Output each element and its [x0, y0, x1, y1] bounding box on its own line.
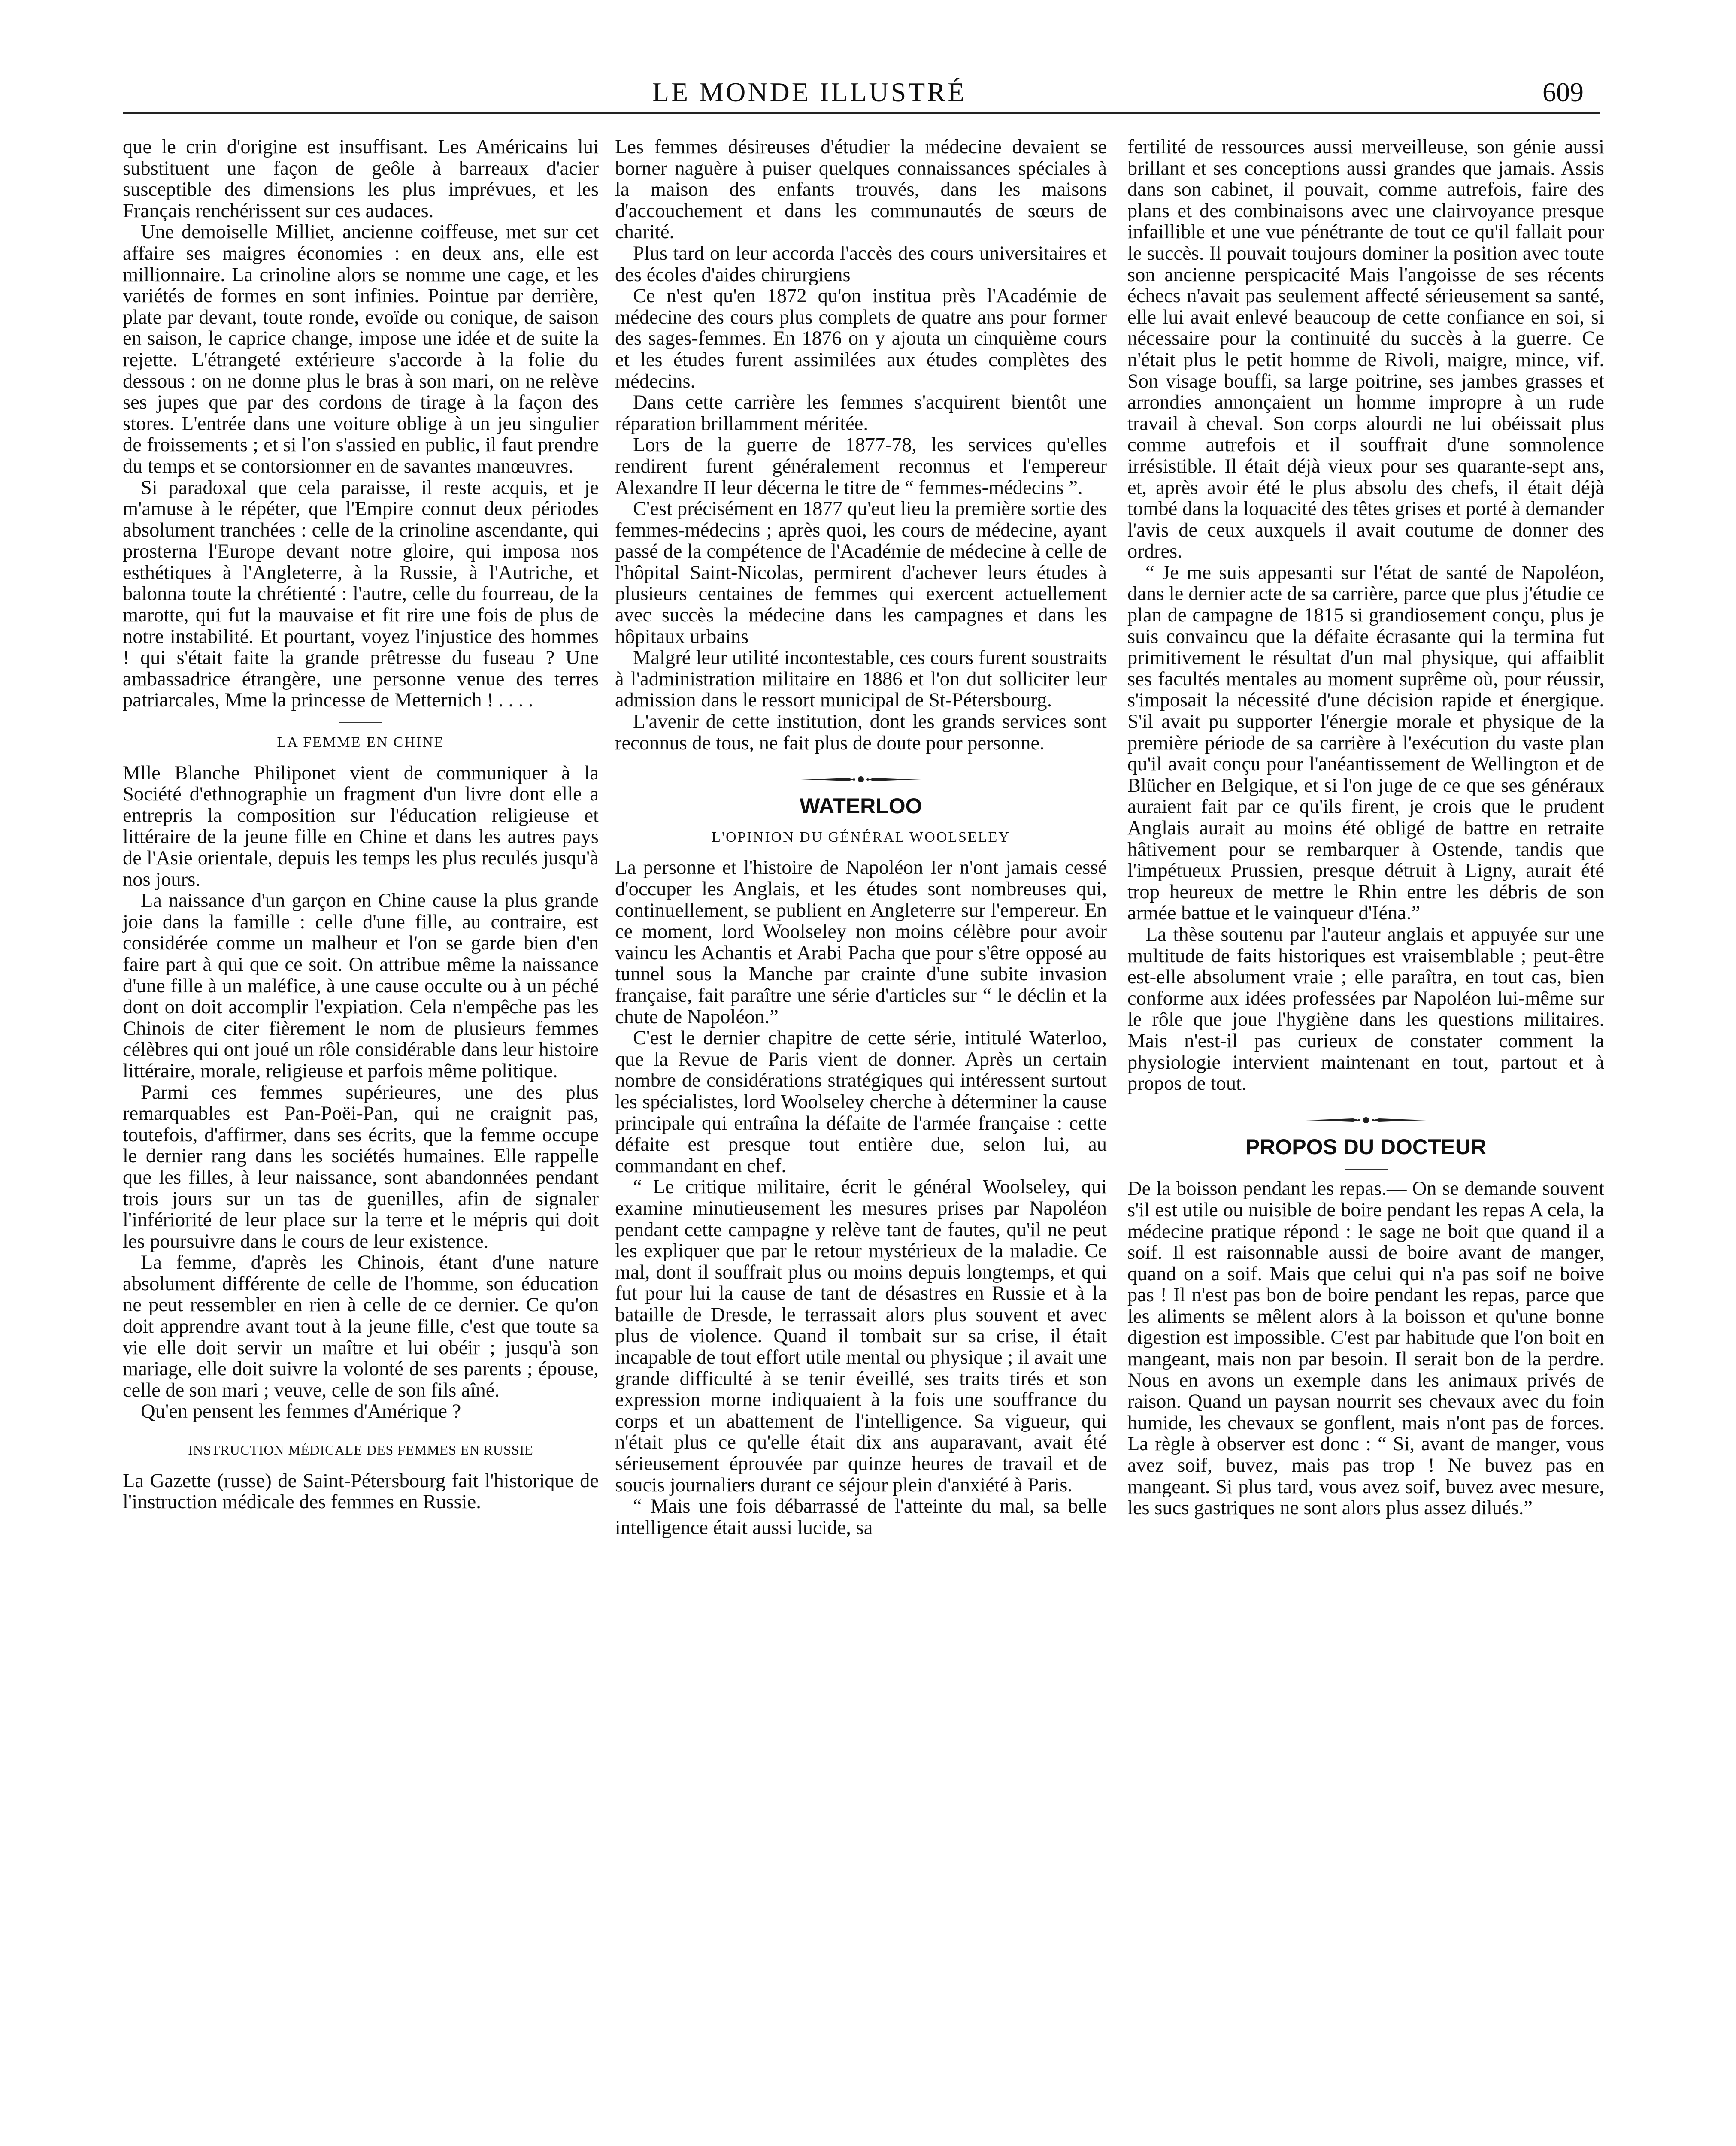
section-title-waterloo: WATERLOO: [800, 794, 922, 818]
column-2: [615, 136, 1107, 1538]
paragraph: C'est le dernier chapitre de cette série, intitulé Waterloo, que la Revue de Paris vient de donner. Après un certain nombre de considérations stratégiques qui intéressent surtout les spécialistes, lord Woolseley cherche à déterminer la cause principale qui entraîna la défaite de l'armée française : cette défaite est presque tout entière due, selon lui, au commandant en chef.: [615, 1027, 1107, 1177]
paragraph: L'avenir de cette institution, dont les grands services sont reconnus de tous, ne fait plus de doute pour personne.: [615, 711, 1107, 754]
section-title-propos-du-docteur: PROPOS DU DOCTEUR: [1245, 1134, 1487, 1159]
paragraph: La Gazette (russe) de Saint-Pétersbourg fait l'historique de l'instruction médicale des femmes en Russie.: [123, 1470, 599, 1513]
separator-rule: [1345, 1169, 1388, 1170]
article-heading: LA FEMME EN CHINE: [277, 734, 445, 751]
paragraph: La femme, d'après les Chinois, étant d'une nature absolument différente de celle de l'homme, son éducation ne peut ressembler en rien à celle de ce dernier. Ce qu'on doit apprendre avant tout à la jeune fille, c'est que toute sa vie elle doit servir un maître et lui obéir ; jusqu'à son mariage, elle doit suivre la volonté de ses parents ; épouse, celle de son mari ; veuve, celle de son fils aîné.: [123, 1252, 599, 1401]
page-number: 609: [1542, 77, 1584, 107]
ornament-divider: [1306, 1114, 1426, 1126]
paragraph: Parmi ces femmes supérieures, une des plus remarquables est Pan-Poëi-Pan, qui ne craignit pas, toutefois, d'affirmer, dans ses écrits, que la femme occupe le dernier rang dans les sociétés humaines. Elle rappelle que les filles, à leur naissance, sont abandonnées pendant trois jours sur un tas de guenilles, afin de signaler l'infériorité de leur place sur la terre et le mépris qui doit les poursuivre dans le cours de leur existence.: [123, 1081, 599, 1252]
article-subheading: L'OPINION DU GÉNÉRAL WOOLSELEY: [712, 829, 1010, 845]
paragraph: “ Mais une fois débarrassé de l'atteinte du mal, sa belle intelligence était aussi lucide, sa: [615, 1495, 1107, 1539]
paragraph: La personne et l'histoire de Napoléon Ier n'ont jamais cessé d'occuper les Anglais, et les études sont nombreuses qui, continuellement, se publient en Angleterre sur l'empereur. En ce moment, lord Woolseley non moins célèbre pour avoir vaincu les Achantis et Arabi Pacha que pour s'être opposé au tunnel sous la Manche par crainte d'une subite invasion française, fait paraître une série d'articles sur “ le déclin et la chute de Napoléon.”: [615, 857, 1107, 1028]
paragraph: La naissance d'un garçon en Chine cause la plus grande joie dans la famille : celle d'une fille, au contraire, est considérée comme un malheur et l'on se garde bien d'en faire part à qui que ce soit. On attribue même la naissance d'une fille à un maléfice, à une cause occulte ou à un péché dont on doit accomplir l'expiation. Cela n'empêche pas les Chinois de citer fièrement le nom de plusieurs femmes célèbres qui ont joué un rôle considérable dans leur histoire littéraire, morale, religieuse et parfois même politique.: [123, 890, 599, 1082]
paragraph: fertilité de ressources aussi merveilleuse, son génie aussi brillant et ses conceptions aussi grandes que jamais. Assis dans son cabinet, il pouvait, comme autrefois, faire des plans et des combinaisons avec une clairvoyance presque infaillible et une vue pénétrante de tout ce qu'il fallait pour le succès. Il pouvait toujours dominer la position avec toute son ancienne perspicacité Mais l'angoisse de ses récents échecs n'avait pas seulement affecté sérieusement sa santé, elle lui avait enlevé beaucoup de cette confiance en soi, si nécessaire pour la continuité du succès à la guerre. Ce n'était plus le petit homme de Rivoli, maigre, mince, vif. Son visage bouffi, sa large poitrine, ses jambes grasses et arrondies annonçaient un homme impropre à un rude travail à cheval. Son corps alourdi ne lui obéissait plus comme autrefois et il souffrait d'une somnolence irrésistible. Il était déjà vieux pour ses quarante-sept ans, et, après avoir été le plus absolu des chefs, il était déjà tombé dans la loquacité des têtes grises et porté à demander l'avis de ceux auxquels il avait coutume de donner des ordres.: [1127, 136, 1604, 563]
ornament-divider: [801, 773, 921, 785]
separator-rule: [339, 722, 382, 723]
paragraph: “ Le critique militaire, écrit le général Woolseley, qui examine minutieusement les mesures prises par Napoléon pendant cette campagne y relève tant de fautes, qu'il ne peut les expliquer que par le retour mystérieux de la maladie. Ce mal, dont il souffrait plus ou moins depuis longtemps, et qui fut pour lui la cause de tant de désastres en Russie et à la bataille de Dresde, le terrassait alors plus souvent et avec plus de violence. Quand il tombait sur sa crise, il était incapable de tout effort utile mental ou physique ; il avait une grande difficulté à se tenir éveillé, ses traits tirés et son expression morne indiquaient à la fois une souffrance du corps et un abattement de l'intelligence. Sa vigueur, qui n'était plus ce qu'elle était dix ans auparavant, avait été sérieusement éprouvée par quinze heures de travail et de soucis journaliers durant ce séjour plein d'anxiété à Paris.: [615, 1176, 1107, 1496]
paragraph: que le crin d'origine est insuffisant. Les Américains lui substituent une façon de geôle à barreaux d'acier susceptible des dimensions les plus imprévues, et les Français renchérissent sur ces audaces.: [123, 136, 599, 222]
paragraph: Plus tard on leur accorda l'accès des cours universitaires et des écoles d'aides chirurgiens: [615, 242, 1107, 286]
paragraph: Lors de la guerre de 1877-78, les services qu'elles rendirent furent généralement reconnus et l'empereur Alexandre II leur décerna le titre de “ femmes-médecins ”.: [615, 434, 1107, 499]
paragraph: La thèse soutenu par l'auteur anglais et appuyée sur une multitude de faits historiques est vraisemblable ; peut-être est-elle absolument vraie ; elle paraîtra, en tout cas, bien conforme aux idées professées par Napoléon lui-même sur le rôle que joue l'hygiène dans les questions militaires. Mais n'est-il pas curieux de constater comment la physiologie intervient maintenant en tout, partout et à propos de tout.: [1127, 923, 1604, 1095]
paragraph: Malgré leur utilité incontestable, ces cours furent soustraits à l'administration militaire en 1886 et l'on dut solliciter leur admission dans le ressort municipal de St-Pétersbourg.: [615, 647, 1107, 712]
paragraph: Si paradoxal que cela paraisse, il reste acquis, et je m'amuse à le répéter, que l'Empire connut deux périodes absolument tranchées : celle de la crinoline ascendante, qui prosterna l'Europe devant notre gloire, qui imposa nos esthétiques à l'Angleterre, à la Russie, à l'Autriche, et balonna toute la chrétienté : l'autre, celle du fourreau, de la marotte, qui fut la mauvaise et fit rire une fois de plus de notre instabilité. Et pourtant, voyez l'injustice des hommes ! qui s'était faite la grande prêtresse du fuseau ? Une ambassadrice étrangère, une personne venue des terres patriarcales, Mme la princesse de Metternich ! . . . .: [123, 476, 599, 712]
column-1: [123, 136, 599, 1513]
column-3: [1127, 136, 1604, 1519]
paragraph: Qu'en pensent les femmes d'Amérique ?: [141, 1400, 461, 1423]
journal-title: LE MONDE ILLUSTRÉ: [652, 77, 967, 107]
paragraph: Mlle Blanche Philiponet vient de communiquer à la Société d'ethnographie un fragment d'un livre dont elle a entrepris la composition sur l'éducation religieuse et littéraire de la jeune fille en Chine et dans les autres pays de l'Asie orientale, depuis les temps les plus reculés jusqu'à nos jours.: [123, 762, 599, 891]
paragraph: Dans cette carrière les femmes s'acquirent bientôt une réparation brillamment méritée.: [615, 391, 1107, 435]
paragraph: “ Je me suis appesanti sur l'état de santé de Napoléon, dans le dernier acte de sa carrière, parce que plus j'étudie ce plan de campagne de 1815 si grandiosement conçu, plus je suis convaincu que la défaite écrasante qui la termina fut primitivement le résultat d'un mal physique, qui affaiblit ses facultés mentales au moment suprême où, pour réussir, s'imposait la nécessité d'une décision rapide et énergique. S'il avait pu supporter l'énergie morale et physique de la première période de sa carrière à l'exécution du vaste plan qu'il avait conçu pour l'anéantissement de Wellington et de Blücher en Belgique, et si l'on juge de ce que ses généraux auraient fait par ce qu'ils firent, je crois que le prudent Anglais aurait au moins été obligé de battre en retraite hâtivement pour se rembarquer à Ostende, tandis que l'impétueux Prussien, presque détruit à Ligny, aurait été trop heureux de mettre le Rhin entre les débris de son armée battue et le vainqueur d'Iéna.”: [1127, 561, 1604, 924]
paragraph: Les femmes désireuses d'étudier la médecine devaient se borner naguère à puiser quelques connaissances spéciales à la maison des enfants trouvés, dans les maisons d'accouchement et dans les communautés de sœurs de charité.: [615, 136, 1107, 243]
paragraph: Une demoiselle Milliet, ancienne coiffeuse, met sur cet affaire ses maigres économies : en deux ans, elle est millionnaire. La crinoline alors se nomme une cage, et les variétés de formes en sont infinies. Pointue par derrière, plate par devant, toute ronde, evoïde ou conique, de saison en saison, le caprice change, impose une idée et de suite la rejette. L'étrangeté extérieure s'accorde à la folie du dessous : on ne donne plus le bras à son mari, on ne relève ses jupes que par des cordons de tirage à la façon des stores. L'entrée dans une voiture oblige à un jeu singulier de froissements ; et si l'on s'assied en public, il faut prendre du temps et se contorsionner en de savantes manœuvres.: [123, 221, 599, 477]
paragraph: C'est précisément en 1877 qu'eut lieu la première sortie des femmes-médecins ; après quoi, les cours de médecine, ayant passé de la compétence de l'Académie de médecine à celle de l'hôpital Saint-Nicolas, permirent d'achever leurs études à plusieurs centaines de femmes qui exercent actuellement avec succès la médecine dans les campagnes et dans les hôpitaux urbains: [615, 498, 1107, 648]
article-heading: INSTRUCTION MÉDICALE DES FEMMES EN RUSSIE: [188, 1442, 533, 1458]
header-rule: [123, 112, 1600, 114]
paragraph: Ce n'est qu'en 1872 qu'on institua près l'Académie de médecine des cours plus complets de quatre ans pour former des sages-femmes. En 1876 on y ajouta un cinquième cours et les études furent assimilées aux études complètes des médecins.: [615, 285, 1107, 392]
paragraph: De la boisson pendant les repas.— On se demande souvent s'il est utile ou nuisible de boire pendant les repas A cela, la médecine pratique répond : le sage ne boit que quand il a soif. Il est raisonnable aussi de boire avant de manger, quand on a soif. Mais que celui qui n'a pas soif ne boive pas ! Il n'est pas bon de boire pendant les repas, parce que les aliments se mêlent alors à la boisson et qu'une bonne digestion est impossible. C'est par habitude que l'on boit en mangeant, mais non par besoin. Il serait bon de la perdre. Nous en avons un exemple dans les animaux privés de raison. Quand un paysan nourrit ses chevaux avec du foin humide, les chevaux se gonflent, mais n'ont pas de forces. La règle à observer est donc : “ Si, avant de manger, vous avez soif, buvez, mais pas trop ! Ne buvez pas en mangeant. Si plus tard, vous avez soif, buvez avec mesure, les sucs gastriques ne sont alors plus assez dilués.”: [1127, 1178, 1604, 1519]
